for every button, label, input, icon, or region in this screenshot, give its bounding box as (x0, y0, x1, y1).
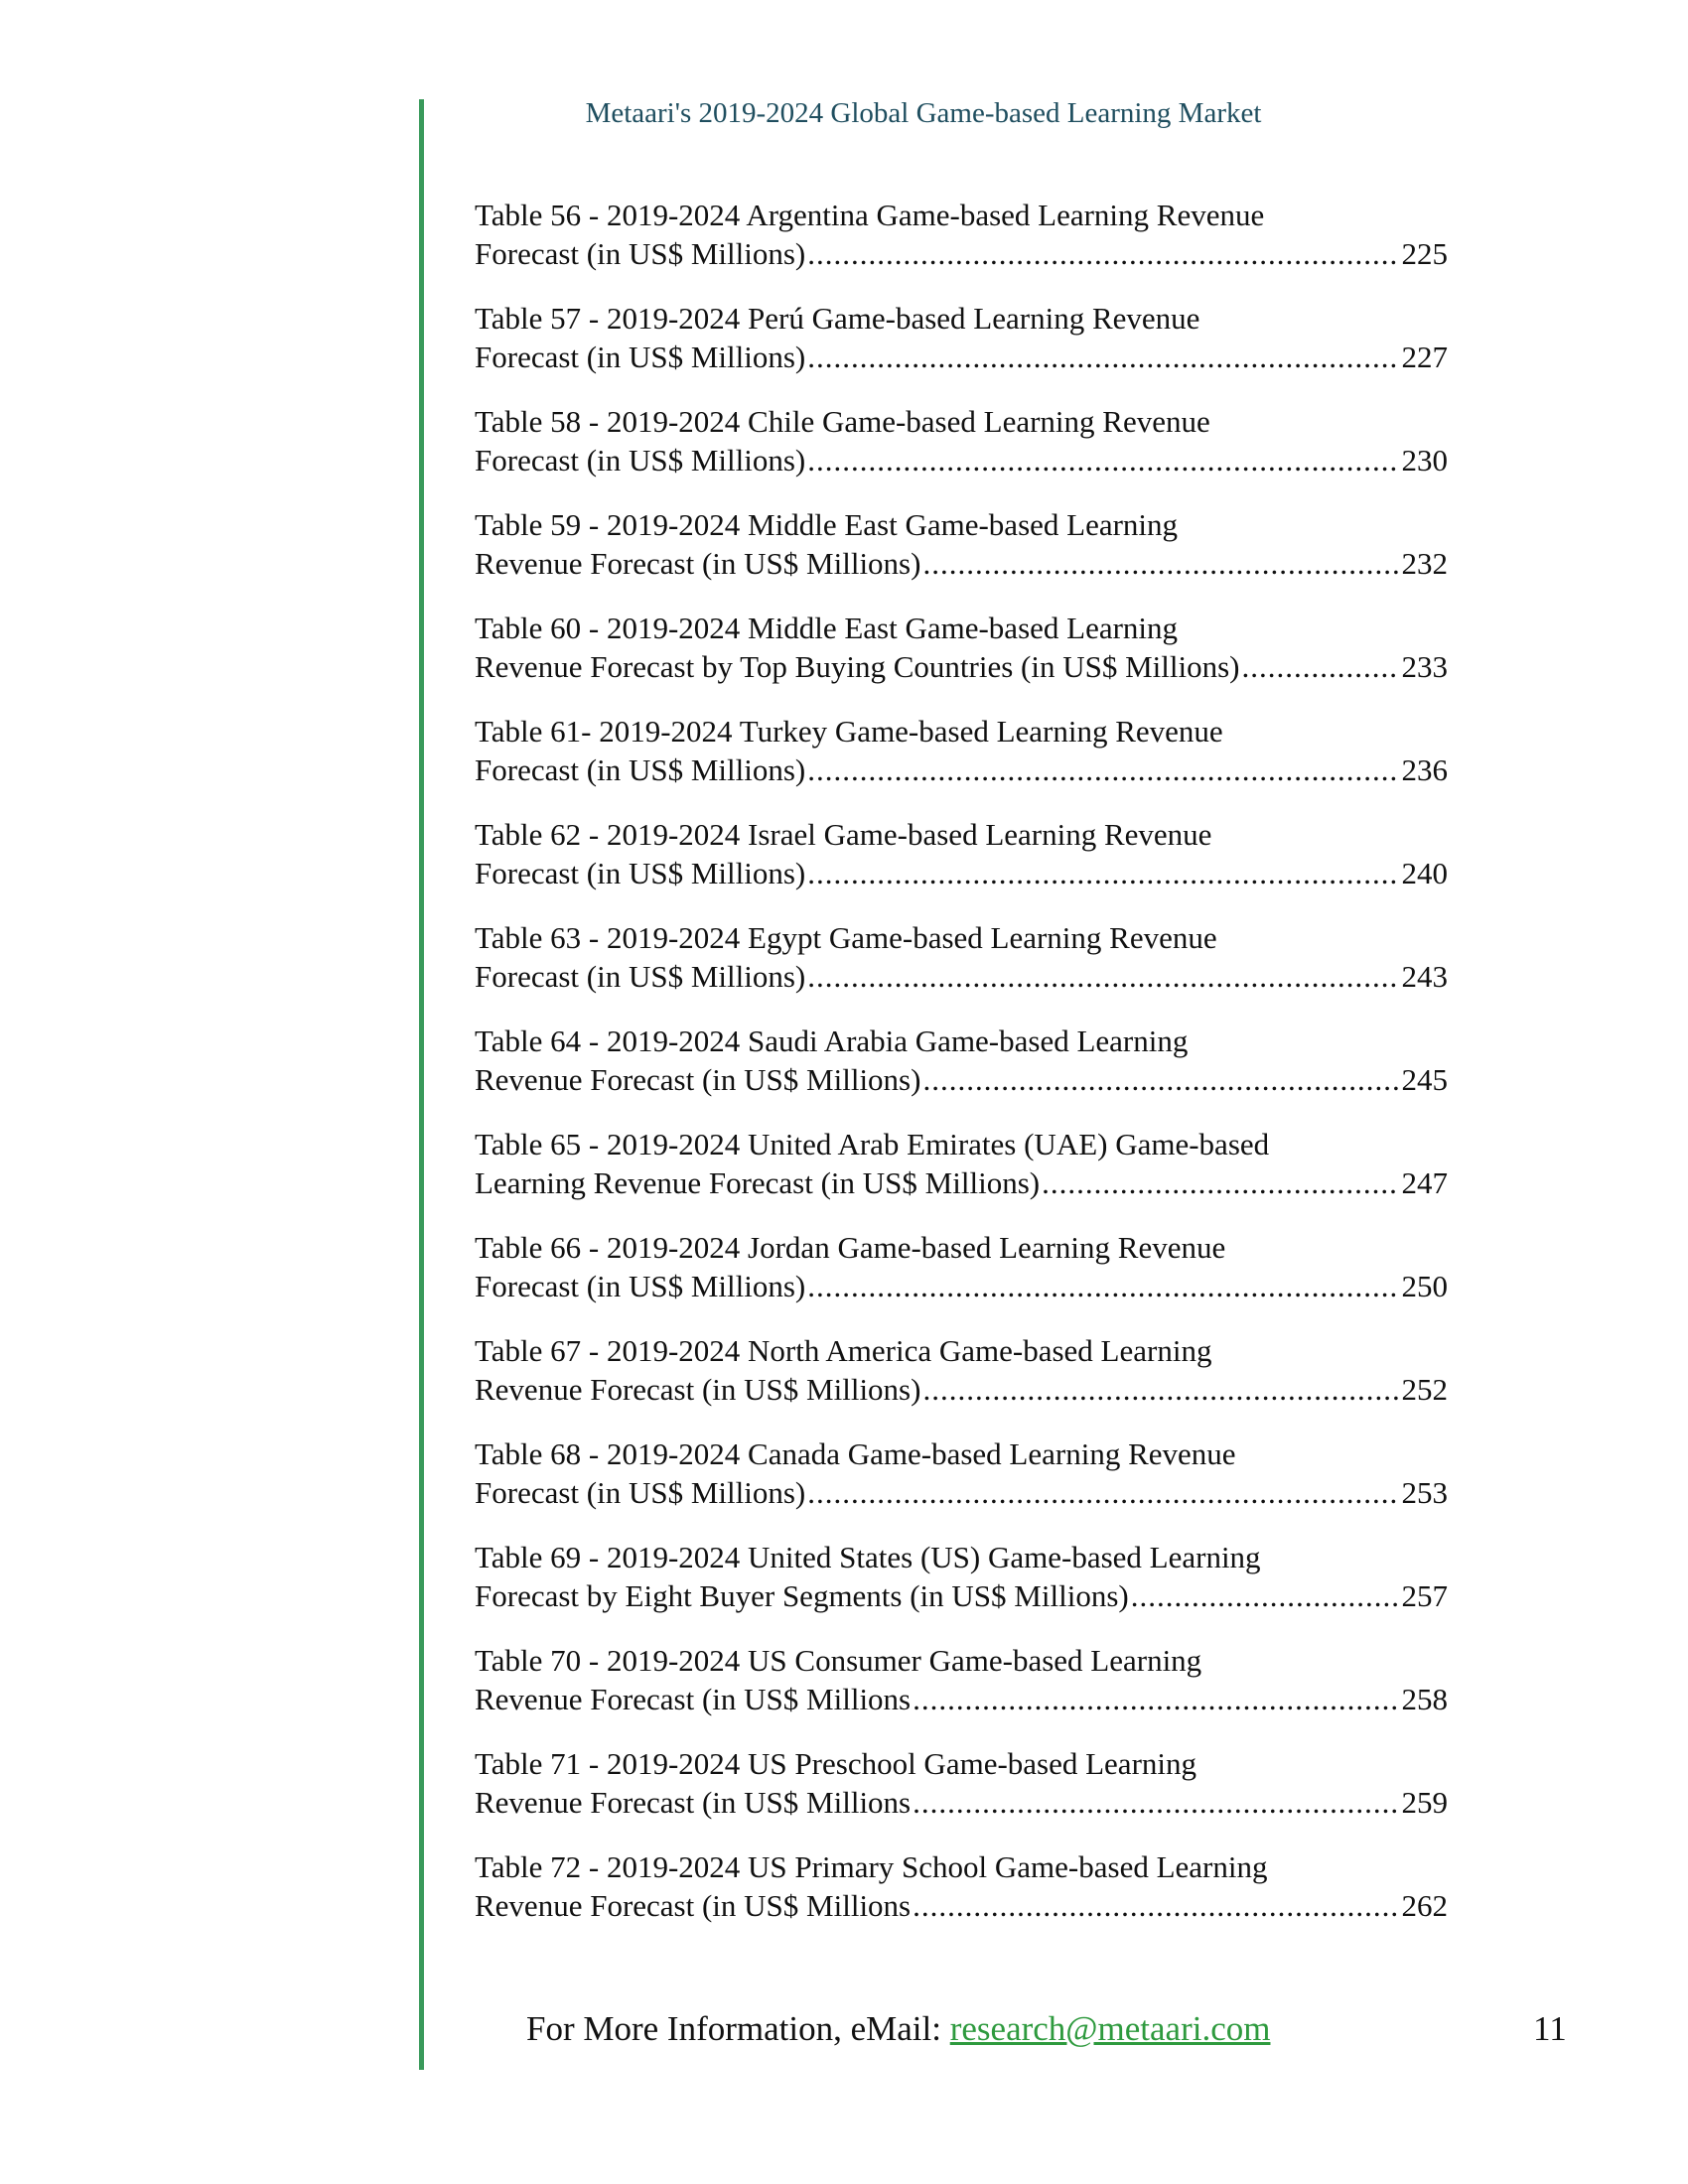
toc-entry-title-continued: Revenue Forecast (in US$ Millions (475, 1887, 912, 1923)
toc-entry-continuation (475, 1681, 1448, 1719)
toc-entry[interactable] (475, 610, 1448, 713)
toc-entry-title: Table 60 - 2019-2024 Middle East Game-based Learning (475, 611, 1179, 645)
toc-entry-title-continued: Forecast (in US$ Millions) (475, 442, 806, 478)
toc-entry-continuation (475, 442, 1448, 480)
toc-entry-title-continued: Forecast (in US$ Millions) (475, 751, 806, 787)
toc-entry-title-continued: Revenue Forecast (in US$ Millions (475, 1681, 912, 1716)
toc-entry[interactable] (475, 197, 1448, 300)
dot-leader (913, 1681, 1397, 1719)
toc-entry-title-continued: Revenue Forecast (in US$ Millions) (475, 545, 921, 581)
dot-leader (807, 1268, 1397, 1306)
toc-entry-title-continued: Revenue Forecast (in US$ Millions) (475, 1061, 921, 1097)
toc-entry-title: Table 70 - 2019-2024 US Consumer Game-based Learning (475, 1643, 1202, 1678)
table-of-contents (475, 197, 1448, 1952)
toc-entry-title-continued: Forecast by Eight Buyer Segments (in US$ Millions) (475, 1577, 1129, 1613)
email-link[interactable]: research@metaari.com (949, 2009, 1271, 2048)
dot-leader (807, 1474, 1397, 1513)
dot-leader (913, 1784, 1397, 1823)
dot-leader (913, 1887, 1397, 1926)
toc-page-number: 247 (1401, 1164, 1448, 1200)
toc-entry-title: Table 62 - 2019-2024 Israel Game-based Learning Revenue (475, 817, 1212, 852)
dot-leader (807, 339, 1397, 377)
toc-entry-continuation (475, 545, 1448, 584)
toc-page-number: 236 (1401, 751, 1448, 787)
toc-page-number: 250 (1401, 1268, 1448, 1303)
toc-entry-title: Table 64 - 2019-2024 Saudi Arabia Game-based Learning (475, 1024, 1189, 1058)
toc-entry-continuation (475, 1577, 1448, 1616)
toc-entry[interactable] (475, 300, 1448, 403)
toc-entry-title: Table 69 - 2019-2024 United States (US) Game-based Learning (475, 1540, 1261, 1574)
toc-page-number: 259 (1401, 1784, 1448, 1820)
toc-entry-title: Table 65 - 2019-2024 United Arab Emirates (UAE) Game-based (475, 1127, 1270, 1161)
toc-entry-title-continued: Learning Revenue Forecast (in US$ Millions) (475, 1164, 1041, 1200)
toc-entry[interactable] (475, 506, 1448, 610)
toc-entry[interactable] (475, 1126, 1448, 1229)
toc-entry-title: Table 72 - 2019-2024 US Primary School Game-based Learning (475, 1849, 1268, 1884)
toc-entry[interactable] (475, 1229, 1448, 1332)
footer-text: For More Information, eMail: (526, 2009, 950, 2048)
toc-page-number: 253 (1401, 1474, 1448, 1510)
toc-entry[interactable] (475, 1435, 1448, 1539)
toc-entry-title: Table 63 - 2019-2024 Egypt Game-based Learning Revenue (475, 920, 1217, 955)
toc-page-number: 240 (1401, 855, 1448, 890)
toc-entry-continuation (475, 751, 1448, 790)
toc-entry[interactable] (475, 1539, 1448, 1642)
dot-leader (922, 1371, 1397, 1410)
dot-leader (807, 235, 1397, 274)
toc-entry-title: Table 56 - 2019-2024 Argentina Game-based Learning Revenue (475, 198, 1265, 232)
toc-entry[interactable] (475, 1023, 1448, 1126)
toc-entry[interactable] (475, 1745, 1448, 1848)
dot-leader (1131, 1577, 1398, 1616)
toc-page-number: 257 (1401, 1577, 1448, 1613)
toc-entry-title-continued: Forecast (in US$ Millions) (475, 235, 806, 271)
toc-entry[interactable] (475, 919, 1448, 1023)
toc-entry-continuation (475, 1061, 1448, 1100)
toc-entry-continuation (475, 235, 1448, 274)
toc-entry-continuation (475, 1474, 1448, 1513)
toc-page-number: 252 (1401, 1371, 1448, 1407)
toc-entry-title-continued: Forecast (in US$ Millions) (475, 855, 806, 890)
toc-entry[interactable] (475, 403, 1448, 506)
toc-entry-title-continued: Revenue Forecast by Top Buying Countries (in US$ Millions) (475, 648, 1240, 684)
toc-page-number: 232 (1401, 545, 1448, 581)
toc-entry[interactable] (475, 1848, 1448, 1952)
toc-entry-title: Table 58 - 2019-2024 Chile Game-based Learning Revenue (475, 404, 1210, 439)
dot-leader (1042, 1164, 1397, 1203)
toc-entry-continuation (475, 1268, 1448, 1306)
toc-page-number: 258 (1401, 1681, 1448, 1716)
toc-entry-title: Table 67 - 2019-2024 North America Game-based Learning (475, 1333, 1212, 1368)
toc-page-number: 243 (1401, 958, 1448, 994)
page-footer (526, 2009, 1270, 2049)
dot-leader (807, 442, 1397, 480)
dot-leader (807, 958, 1397, 997)
toc-entry-continuation (475, 1371, 1448, 1410)
toc-entry-title: Table 57 - 2019-2024 Perú Game-based Learning Revenue (475, 301, 1200, 336)
toc-entry-title: Table 61- 2019-2024 Turkey Game-based Learning Revenue (475, 714, 1223, 749)
toc-entry-continuation (475, 855, 1448, 893)
margin-rule (419, 99, 424, 2070)
page-number: 11 (1533, 2009, 1567, 2048)
toc-entry[interactable] (475, 1332, 1448, 1435)
toc-entry-title-continued: Forecast (in US$ Millions) (475, 1474, 806, 1510)
dot-leader (807, 855, 1397, 893)
toc-entry-continuation (475, 1164, 1448, 1203)
toc-page-number: 230 (1401, 442, 1448, 478)
toc-entry-title: Table 66 - 2019-2024 Jordan Game-based Learning Revenue (475, 1230, 1226, 1265)
dot-leader (922, 545, 1397, 584)
dot-leader (922, 1061, 1397, 1100)
toc-page-number: 233 (1401, 648, 1448, 684)
toc-entry-continuation (475, 1887, 1448, 1926)
toc-entry-continuation (475, 1784, 1448, 1823)
toc-entry-title-continued: Revenue Forecast (in US$ Millions) (475, 1371, 921, 1407)
toc-entry-continuation (475, 339, 1448, 377)
toc-entry-title-continued: Forecast (in US$ Millions) (475, 339, 806, 374)
toc-page-number: 227 (1401, 339, 1448, 374)
toc-entry-title: Table 59 - 2019-2024 Middle East Game-based Learning (475, 507, 1179, 542)
toc-entry[interactable] (475, 713, 1448, 816)
page-header-title: Metaari's 2019-2024 Global Game-based Learning Market (585, 97, 1262, 129)
toc-page-number: 225 (1401, 235, 1448, 271)
toc-entry-title: Table 68 - 2019-2024 Canada Game-based Learning Revenue (475, 1436, 1236, 1471)
toc-entry-title: Table 71 - 2019-2024 US Preschool Game-based Learning (475, 1746, 1197, 1781)
toc-page-number: 245 (1401, 1061, 1448, 1097)
toc-page-number: 262 (1401, 1887, 1448, 1923)
toc-entry-title-continued: Forecast (in US$ Millions) (475, 1268, 806, 1303)
toc-entry-title-continued: Forecast (in US$ Millions) (475, 958, 806, 994)
toc-entry[interactable] (475, 816, 1448, 919)
toc-entry-continuation (475, 648, 1448, 687)
toc-entry[interactable] (475, 1642, 1448, 1745)
toc-entry-title-continued: Revenue Forecast (in US$ Millions (475, 1784, 912, 1820)
dot-leader (1242, 648, 1398, 687)
dot-leader (807, 751, 1397, 790)
toc-entry-continuation (475, 958, 1448, 997)
